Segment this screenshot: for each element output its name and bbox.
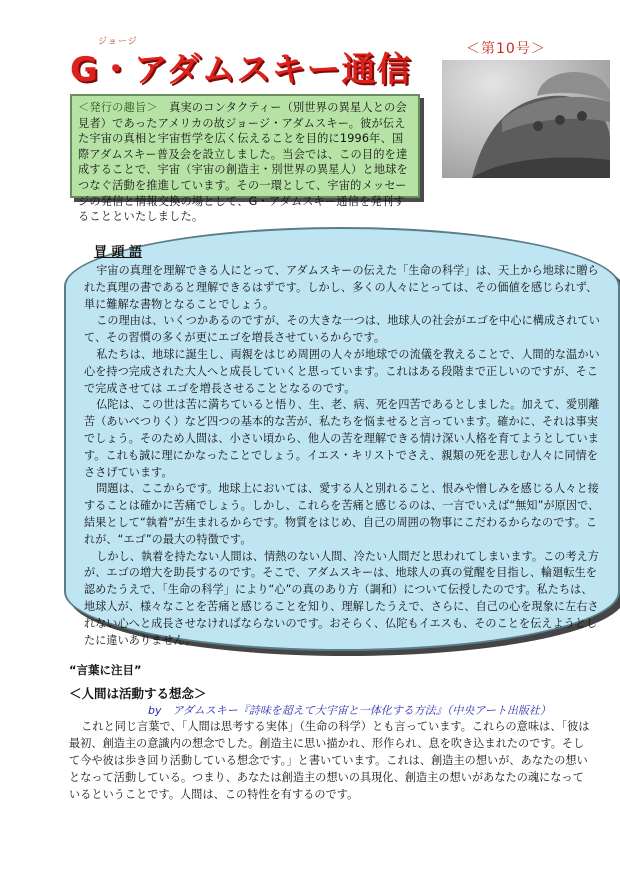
words-body: [69, 718, 591, 803]
saucer-illustration: [442, 60, 610, 178]
porthole: [533, 121, 543, 131]
purpose-label: ＜発行の趣旨＞: [78, 101, 158, 114]
porthole: [577, 111, 587, 121]
editorial-paragraph: 宇宙の真理を理解できる人にとって、アダムスキーの伝えた「生命の科学」は、天上から地球に贈られた真理の書であると理解できるはずです。しかし、多くの人々にとっては、その価値を感じられず、単に難解な書物となることでしょう。: [84, 264, 599, 311]
porthole: [555, 115, 565, 125]
words-subtitle: ＜人間は活動する想念＞: [69, 686, 207, 701]
words-paragraph: これと同じ言葉で、「人間は思考する実体」（生命の科学）とも言っています。これらの意味は、「彼は最初、創造主の意識内の想念でした。創造主に思い描かれ、形作られ、息を吹き込まれたのです。そして今や彼は歩き回り活動している想念です。」と書いています。これは、創造主の想いが、あなたの想いとなって活動している。つまり、あなたは創造主の想いの具現化、創造主の想いがあなたの魂になっているということです。人間は、この特性を有するのです。: [69, 720, 590, 801]
saucer-photo-icon: [442, 60, 610, 178]
editorial-paragraph: 私たちは、地球に誕生し、両親をはじめ周囲の人々が地球での流儀を教えることで、人間的な温かい心を持つ完成された大人へと成長していくと思っています。これはある段階まで正しいのですが、そこで完成させては エゴを増長させることとなるのです。: [84, 347, 600, 395]
newsletter-title: G・アダムスキー通信: [70, 50, 412, 90]
words-section-title: “言葉に注目”: [69, 663, 142, 677]
citation-byline: by アダムスキー『詩味を超えて大宇宙と一体化する方法』（中央アート出版社）: [148, 704, 551, 717]
title-ruby: ジョージ: [98, 37, 138, 47]
editorial-paragraph: この理由は、いくつかあるのですが、その大きな一つは、地球人の社会がエゴを中心に構成されていて、その習慣の多くが更にエゴを増長させているからです。: [84, 314, 600, 345]
issue-number: ＜第10号＞: [466, 41, 546, 57]
editorial-heading: 冒 頭 語: [94, 245, 143, 260]
editorial-body: [84, 263, 600, 649]
purpose-text: 真実のコンタクティー（別世界の異星人との会見者）であったアメリカの故ジョージ・アダムスキー。彼が伝えた宇宙の真相と宇宙哲学を広く伝えることを目的に1996年、国際アダムスキー普及会を設立しました。当会では、この目的を達成することで、宇宙（宇宙の創造主・別世界の異星人）と地球をつなぐ活動を推進しています。その一環として、宇宙的メッセージの発信と情報交換の場として、G・アダムスキー通信を発刊することといたしました。: [78, 101, 409, 224]
purpose-box: [70, 94, 420, 224]
editorial-paragraph: 仏陀は、この世は苦に満ちていると悟り、生、老、病、死を四苦であるとしました。加えて、愛別離苦（あいべつりく）など四つの基本的な苦が、私たちを悩ませると言っています。確かに、それは事実でしょう。そのため人間は、小さい頃から、他人の苦を理解できる情け深い人格を育てようとしています。これも誠に理にかなったことでしょう。イエス・キリストでさえ、親類の死を悲しむ人々に同情をささげています。: [84, 398, 600, 479]
editorial-paragraph: しかし、執着を持たない人間は、情熱のない人間、冷たい人間だと思われてしまいます。この考え方が、エゴの増大を助長するのです。そこで、アダムスキーは、地球人の真の覚醒を目指し、輪廻転生を認めたうえで、「生命の科学」により“心”の真のあり方（調和）について伝授したのです。私たちは、地球人が、様々なことを苦痛と感じることを知り、理解したうえで、さらに、自己の心を現象に左右されない心へと成長させなければならないのです。おそらく、仏陀もイエスも、そのことを伝えようとしたに違いありません。: [84, 549, 600, 647]
editorial-paragraph: 問題は、ここからです。地球上においては、愛する人と別れること、恨みや憎しみを感じる人々と接することは確かに苦痛でしょう。しかし、これらを苦痛と感じるのは、一言でいえば“無知”が原因で、結果として“執着”が生まれるからです。物質をはじめ、自己の周囲の物事にこだわるからなのです。これが、“エゴ”の最大の特徴です。: [84, 482, 600, 546]
